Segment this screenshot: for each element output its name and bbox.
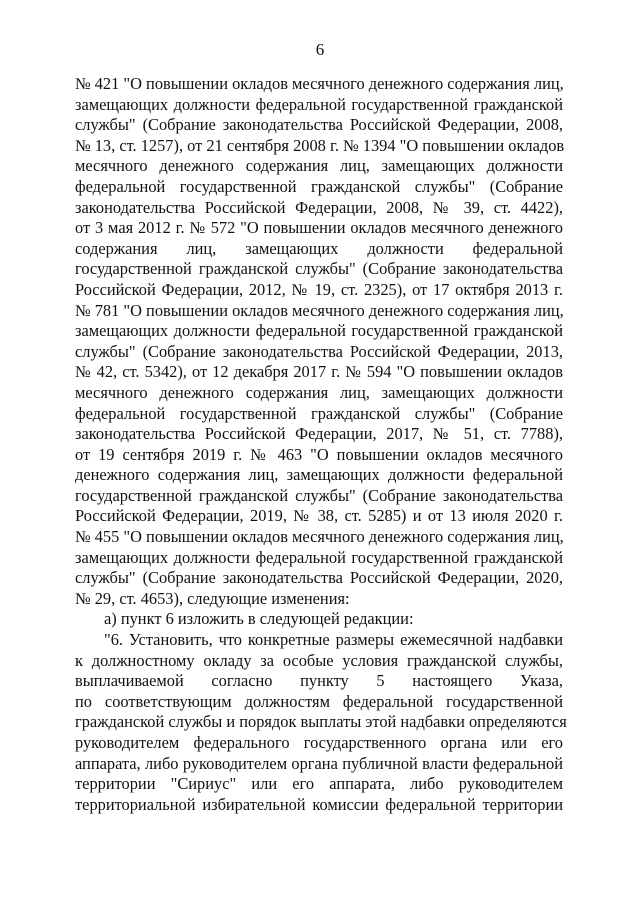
- text-line: службы" (Собрание законодательства Российской Федерации, 2008,: [75, 115, 563, 135]
- page-number: 6: [315, 40, 325, 59]
- text-line: № 781 "О повышении окладов месячного денежного содержания лиц,: [75, 300, 564, 320]
- text-line: аппарата, либо руководителем органа публичной власти федеральной: [75, 753, 563, 773]
- text-line: законодательства Российской Федерации, 2008, № 39, ст. 4422),: [75, 197, 563, 217]
- text-line: месячного денежного содержания лиц, замещающих должности: [75, 156, 563, 176]
- text-line: к должностному окладу за особые условия гражданской службы,: [75, 650, 563, 670]
- text-line: государственной гражданской службы" (Собрание законодательства: [75, 485, 563, 505]
- text-line: № 455 "О повышении окладов месячного денежного содержания лиц,: [75, 527, 564, 547]
- text-line: службы" (Собрание законодательства Российской Федерации, 2013,: [75, 341, 563, 361]
- text-line: выплачиваемой согласно пункту 5 настоящего Указа,: [75, 671, 563, 691]
- text-line: содержания лиц, замещающих должности федеральной: [75, 238, 563, 258]
- text-line: № 421 "О повышении окладов месячного денежного содержания лиц,: [75, 74, 564, 93]
- text-line: № 29, ст. 4653), следующие изменения:: [75, 588, 350, 608]
- text-line: федеральной государственной гражданской службы" (Собрание: [75, 403, 563, 423]
- text-line: гражданской службы и порядок выплаты этой надбавки определяются: [75, 712, 567, 732]
- text-line: замещающих должности федеральной государственной гражданской: [75, 321, 563, 341]
- text-line: федеральной государственной гражданской службы" (Собрание: [75, 176, 563, 196]
- subpoint-line: а) пункт 6 изложить в следующей редакции:: [104, 609, 414, 629]
- text-line: № 42, ст. 5342), от 12 декабря 2017 г. № 594 "О повышении окладов: [75, 362, 563, 382]
- text-line: № 13, ст. 1257), от 21 сентября 2008 г. № 1394 "О повышении окладов: [75, 135, 565, 155]
- text-line: Российской Федерации, 2019, № 38, ст. 5285) и от 13 июля 2020 г.: [75, 506, 563, 526]
- text-line: от 3 мая 2012 г. № 572 "О повышении окладов месячного денежного: [75, 218, 563, 238]
- text-line: законодательства Российской Федерации, 2017, № 51, ст. 7788),: [75, 424, 563, 444]
- text-line: Российской Федерации, 2012, № 19, ст. 2325), от 17 октября 2013 г.: [75, 279, 563, 299]
- text-line: по соответствующим должностям федеральной государственной: [75, 691, 563, 711]
- text-line: государственной гражданской службы" (Собрание законодательства: [75, 259, 563, 279]
- text-line: месячного денежного содержания лиц, замещающих должности: [75, 382, 563, 402]
- quoted-paragraph-line: "6. Установить, что конкретные размеры ежемесячной надбавки: [104, 630, 563, 650]
- text-line: замещающих должности федеральной государственной гражданской: [75, 94, 563, 114]
- text-line: территории "Сириус" или его аппарата, либо руководителем: [75, 774, 563, 794]
- document-body: [75, 74, 567, 815]
- text-line: руководителем федерального государственного органа или его: [75, 733, 563, 752]
- text-line: замещающих должности федеральной государственной гражданской: [75, 547, 563, 567]
- text-line: территориальной избирательной комиссии федеральной территории: [75, 794, 563, 814]
- text-line: денежного содержания лиц, замещающих должности федеральной: [75, 465, 563, 485]
- text-line: службы" (Собрание законодательства Российской Федерации, 2020,: [75, 568, 563, 588]
- text-line: от 19 сентября 2019 г. № 463 "О повышении окладов месячного: [75, 444, 563, 464]
